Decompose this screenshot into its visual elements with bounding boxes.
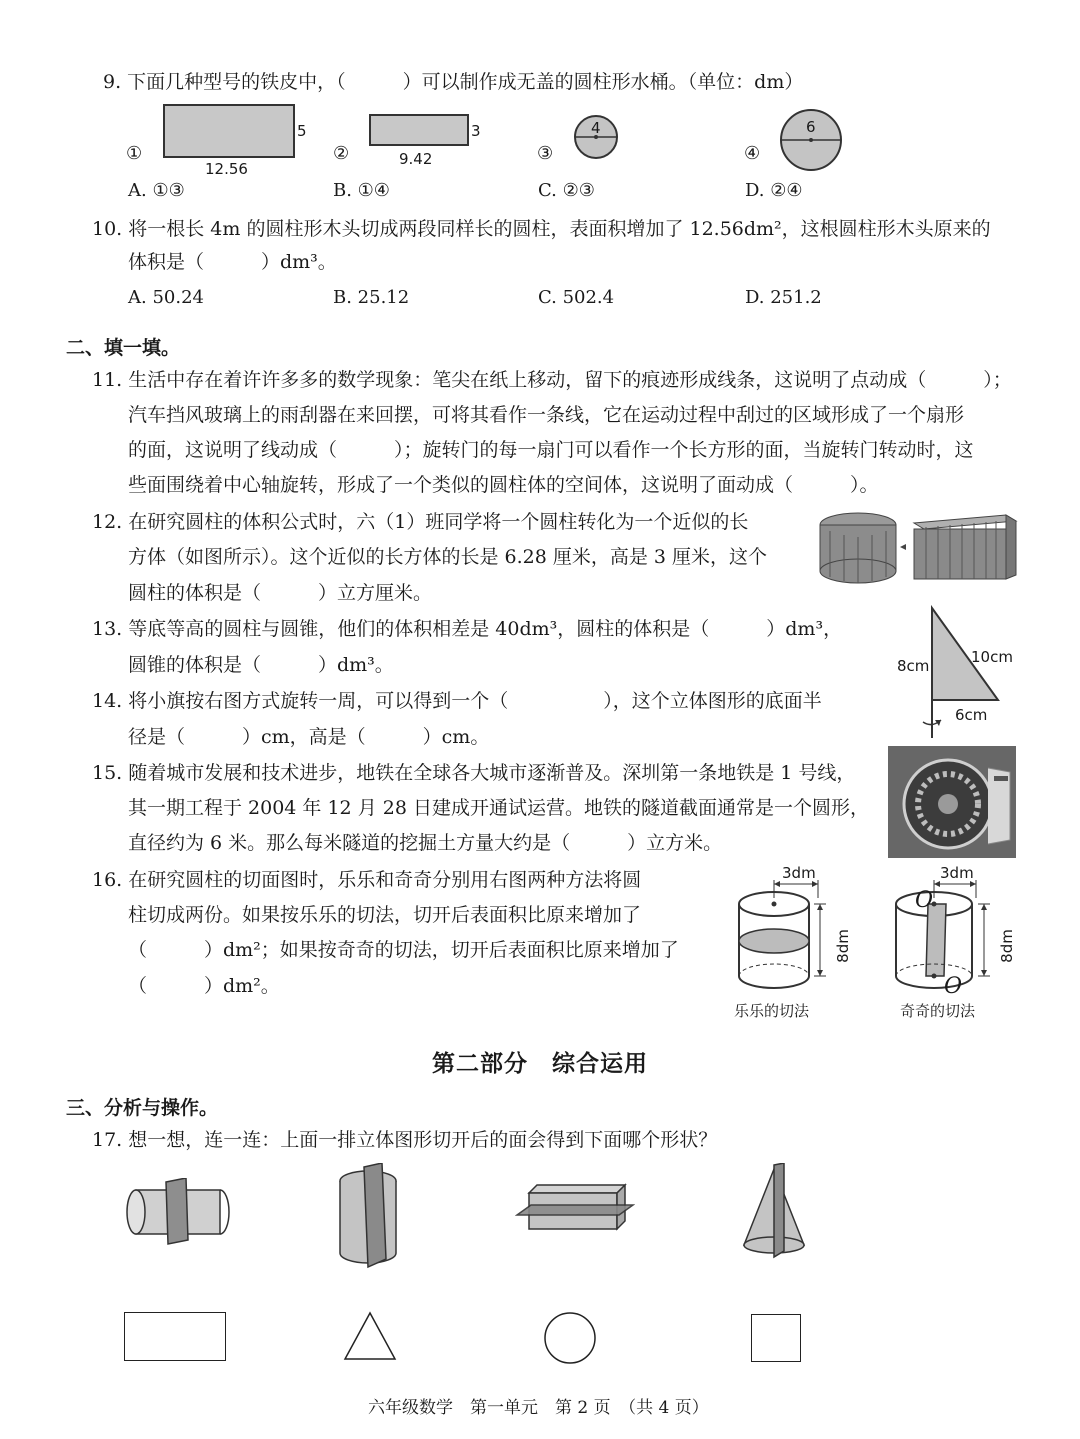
q16-line4: （ ）dm²。 [128, 975, 280, 997]
q10-line1: 10. 将一根长 4m 的圆柱形木头切成两段同样长的圆柱，表面积增加了 12.56dm²，这根圆柱形木头原来的 [92, 218, 991, 240]
q12-line1: 12. 在研究圆柱的体积公式时，六（1）班同学将一个圆柱转化为一个近似的长 [92, 511, 749, 533]
q16-lele-side-label: 8dm [833, 929, 852, 963]
q10-line2: 体积是（ ）dm³。 [128, 251, 337, 273]
q12-cylinder-to-cuboid-figure [816, 505, 1020, 585]
q17-solid-horizontal-cylinder [122, 1178, 232, 1248]
q13-line2: 圆锥的体积是（ ）dm³。 [128, 654, 394, 676]
q16-qiqi-center-bottom: O [944, 974, 963, 999]
q17-solid-vertical-cylinder [330, 1163, 420, 1273]
q9-fig3-label: 4 [591, 119, 601, 137]
q17-solid-cone [738, 1163, 818, 1273]
section-fill-in-title: 二、填一填。 [66, 337, 181, 359]
q9-fig2-rect [369, 114, 469, 146]
q9-option-b[interactable]: B. ①④ [333, 180, 390, 201]
q13-fig-hyp-label: 10cm [971, 648, 1013, 666]
q16-line2: 柱切成两份。如果按乐乐的切法，切开后表面积比原来增加了 [128, 904, 642, 926]
q16-lele-top-label: 3dm [782, 864, 816, 882]
q10-option-b[interactable]: B. 25.12 [333, 287, 410, 308]
q9-fig1-width: 12.56 [205, 160, 248, 178]
q9-fig2-num: ② [333, 143, 350, 164]
q17-shape-square[interactable] [751, 1314, 801, 1362]
q12-line3: 圆柱的体积是（ ）立方厘米。 [128, 582, 433, 604]
q9-fig1-rect [163, 104, 295, 158]
q16-qiqi-top-label: 3dm [940, 864, 974, 882]
q17-shape-circle[interactable] [542, 1310, 598, 1366]
q15-line1: 15. 随着城市发展和技术进步，地铁在全球各大城市逐渐普及。深圳第一条地铁是 1 号线， [92, 762, 856, 784]
q16-qiqi-side-label: 8dm [997, 929, 1016, 963]
q16-line1: 16. 在研究圆柱的切面图时，乐乐和奇奇分别用右图两种方法将圆 [92, 869, 642, 891]
q12-line2: 方体（如图所示）。这个近似的长方体的长是 6.28 厘米，高是 3 厘米，这个 [128, 546, 768, 568]
q9-fig1-num: ① [126, 143, 143, 164]
q11-line3: 的面，这说明了线动成（ ）；旋转门的每一扇门可以看作一个长方形的面，当旋转门转动时，这 [128, 439, 974, 461]
q9-option-d[interactable]: D. ②④ [745, 180, 803, 201]
q9-fig3-num: ③ [537, 143, 554, 164]
q9-option-c[interactable]: C. ②③ [538, 180, 595, 201]
q10-option-d[interactable]: D. 251.2 [745, 287, 822, 308]
q15-tunnel-photo [888, 746, 1016, 858]
q13-fig-bottom-label: 6cm [955, 706, 988, 724]
q17-solid-cuboid [515, 1183, 635, 1243]
q16-qiqi-caption: 奇奇的切法 [900, 1002, 976, 1020]
q9-fig2-width: 9.42 [399, 150, 433, 168]
q10-option-c[interactable]: C. 502.4 [538, 287, 615, 308]
q17-stem: 17. 想一想，连一连：上面一排立体图形切开后的面会得到下面哪个形状？ [92, 1129, 718, 1151]
q13-line1: 13. 等底等高的圆柱与圆锥，他们的体积相差是 40dm³，圆柱的体积是（ ）dm³， [92, 618, 843, 640]
q11-line4: 些面围绕着中心轴旋转，形成了一个类似的圆柱体的空间体，这说明了面动成（ ）。 [128, 474, 879, 496]
q9-fig2-height: 3 [471, 122, 481, 140]
page-footer: 六年级数学 第一单元 第 2 页 （共 4 页） [368, 1398, 709, 1418]
q16-lele-caption: 乐乐的切法 [734, 1002, 810, 1020]
q15-line3: 直径约为 6 米。那么每米隧道的挖掘土方量大约是（ ）立方米。 [128, 832, 723, 854]
q14-line2: 径是（ ）cm，高是（ ）cm。 [128, 726, 490, 748]
q11-line1: 11. 生活中存在着许许多多的数学现象：笔尖在纸上移动，留下的痕迹形成线条，这说明了点动成（ ）； [92, 369, 1012, 391]
q15-line2: 其一期工程于 2004 年 12 月 28 日建成开通试运营。地铁的隧道截面通常是一个圆形， [128, 797, 869, 819]
q17-shape-rectangle[interactable] [124, 1312, 226, 1361]
q17-shape-triangle[interactable] [342, 1310, 398, 1362]
q16-qiqi-center-top: O [915, 888, 934, 913]
q16-line3: （ ）dm²；如果按奇奇的切法，切开后表面积比原来增加了 [128, 939, 679, 961]
q10-option-a[interactable]: A. 50.24 [128, 287, 204, 308]
q11-line2: 汽车挡风玻璃上的雨刮器在来回摆，可将其看作一条线，它在运动过程中刮过的区域形成了一个扇形 [128, 404, 965, 426]
part2-title: 第二部分 综合运用 [432, 1050, 648, 1077]
q9-fig1-height: 5 [297, 122, 307, 140]
q13-fig-left-label: 8cm [897, 657, 930, 675]
q9-stem: 9. 下面几种型号的铁皮中，（ ）可以制作成无盖的圆柱形水桶。（单位：dm） [103, 71, 804, 93]
section-analysis-title: 三、分析与操作。 [66, 1097, 219, 1119]
q9-fig4-num: ④ [744, 143, 761, 164]
q9-option-a[interactable]: A. ①③ [128, 180, 185, 201]
q14-line1: 14. 将小旗按右图方式旋转一周，可以得到一个（ ），这个立体图形的底面半 [92, 690, 822, 712]
q9-fig4-label: 6 [806, 118, 816, 136]
